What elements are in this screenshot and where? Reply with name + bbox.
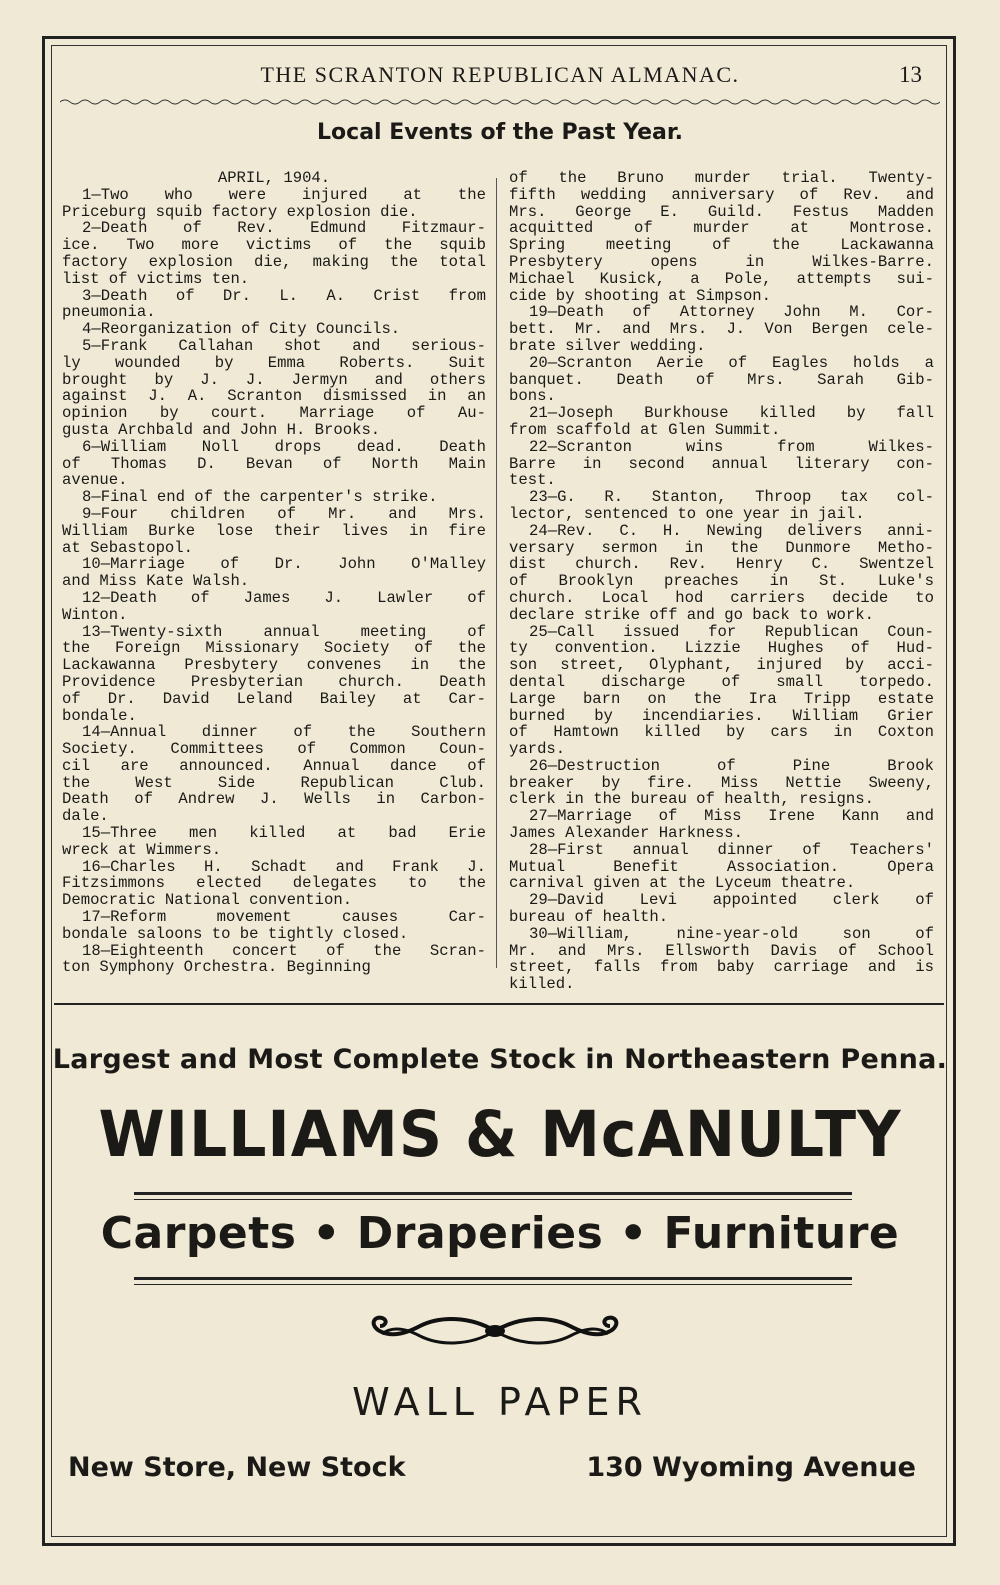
event-line: lector, sentenced to one year in jail. bbox=[509, 505, 865, 523]
event-line: Spring meeting of the Lackawanna bbox=[509, 237, 934, 254]
event-line: killed. bbox=[509, 976, 575, 994]
event-line: wreck at Wimmers. bbox=[62, 841, 222, 859]
event-line: of Hamtown killed by cars in Coxton bbox=[509, 724, 934, 742]
event-line: gusta Archbald and John H. Brooks. bbox=[62, 421, 381, 439]
event-line: 24—Rev. C. H. Newing delivers anni- bbox=[529, 522, 934, 540]
event-line: ty convention. Lizzie Hughes of Hud- bbox=[509, 640, 934, 658]
page-number: 13 bbox=[899, 62, 922, 87]
event-line: street, falls from baby carriage and is bbox=[509, 959, 934, 977]
event-line: 28—First annual dinner of Teachers' bbox=[529, 841, 934, 859]
event-line: carnival given at the Lyceum theatre. bbox=[509, 875, 856, 893]
ad-rule-upper bbox=[134, 1192, 852, 1200]
event-line: bondale. bbox=[62, 707, 137, 725]
event-line: 12—Death of James J. Lawler of bbox=[82, 589, 486, 607]
event-line: of Thomas D. Bevan of North Main bbox=[62, 455, 486, 473]
event-line: 26—Destruction of Pine Brook bbox=[529, 757, 934, 775]
event-line: bondale saloons to be tightly closed. bbox=[62, 925, 409, 943]
event-line: Mutual Benefit Association. Opera bbox=[509, 858, 934, 876]
event-line: 6—William Noll drops dead. Death bbox=[82, 438, 486, 456]
month-heading: APRIL, 1904. bbox=[217, 170, 331, 187]
event-line: bons. bbox=[509, 388, 556, 406]
event-line: Democratic National convention. bbox=[62, 892, 353, 910]
event-line: son street, Olyphant, injured by acci- bbox=[509, 657, 934, 674]
event-line: 19—Death of Attorney John M. Cor- bbox=[529, 304, 934, 322]
event-line: and Miss Kate Walsh. bbox=[62, 573, 250, 590]
event-line: of the Bruno murder trial. Twenty- bbox=[509, 170, 934, 187]
scroll-flourish-icon bbox=[360, 1314, 630, 1348]
header-wavy-rule bbox=[60, 98, 940, 106]
ad-rule-lower bbox=[134, 1277, 852, 1285]
event-line: bureau of health. bbox=[509, 909, 669, 926]
column-divider bbox=[496, 178, 497, 968]
event-line: 23—G. R. Stanton, Throop tax col- bbox=[529, 489, 934, 506]
event-line: Mr. and Mrs. Ellsworth Davis of School bbox=[509, 942, 934, 960]
event-line: Death of Andrew J. Wells in Carbon- bbox=[62, 791, 486, 809]
event-line: dist church. Rev. Henry C. Swentzel bbox=[509, 556, 934, 574]
event-line: versary sermon in the Dunmore Metho- bbox=[509, 539, 934, 557]
event-line: 8—Final end of the carpenter's strike. bbox=[82, 489, 438, 506]
section-title: Local Events of the Past Year. bbox=[317, 120, 683, 145]
event-line: list of victims ten. bbox=[62, 270, 250, 288]
event-line: 17—Reform movement causes Car- bbox=[82, 909, 486, 926]
event-line: church. Local hod carriers decide to bbox=[509, 589, 934, 607]
event-line: 18—Eighteenth concert of the Scran- bbox=[82, 942, 486, 960]
event-line: cide by shooting at Simpson. bbox=[509, 287, 772, 305]
event-line: 14—Annual dinner of the Southern bbox=[82, 724, 486, 742]
event-line: dental discharge of small torpedo. bbox=[509, 673, 934, 691]
event-line: opinion by court. Marriage of Au- bbox=[62, 405, 486, 422]
event-line: William Burke lose their lives in fire bbox=[62, 522, 486, 540]
event-line: ton Symphony Orchestra. Beginning bbox=[62, 959, 371, 977]
event-line: test. bbox=[509, 472, 556, 490]
event-line: 22—Scranton wins from Wilkes- bbox=[529, 438, 934, 456]
running-header bbox=[60, 60, 940, 94]
event-line: clerk in the bureau of health, resigns. bbox=[509, 791, 874, 809]
event-line: 2—Death of Rev. Edmund Fitzmaur- bbox=[82, 220, 486, 238]
event-line: at Sebastopol. bbox=[62, 539, 194, 557]
event-line: 29—David Levi appointed clerk of bbox=[529, 892, 934, 910]
event-line: 9—Four children of Mr. and Mrs. bbox=[82, 505, 486, 523]
event-line: of Dr. David Leland Bailey at Car- bbox=[62, 690, 486, 708]
event-line: the Foreign Missionary Society of the bbox=[62, 640, 486, 658]
event-line: from scaffold at Glen Summit. bbox=[509, 421, 781, 439]
event-line: 16—Charles H. Schadt and Frank J. bbox=[82, 858, 486, 876]
event-line: 3—Death of Dr. L. A. Crist from bbox=[82, 287, 486, 305]
event-line: cil are announced. Annual dance of bbox=[62, 757, 486, 775]
event-line: declare strike off and go back to work. bbox=[509, 606, 874, 624]
event-line: ice. Two more victims of the squib bbox=[62, 237, 486, 254]
event-line: James Alexander Harkness. bbox=[509, 825, 743, 842]
events-left-column bbox=[62, 170, 486, 976]
ad-wallpaper: WALL PAPER bbox=[352, 1380, 648, 1424]
event-line: Large barn on the Ira Tripp estate bbox=[509, 690, 934, 708]
event-line: Society. Committees of Common Coun- bbox=[62, 741, 486, 758]
event-line: 20—Scranton Aerie of Eagles holds a bbox=[529, 354, 934, 372]
event-line: brought by J. J. Jermyn and others bbox=[62, 371, 486, 389]
event-line: yards. bbox=[509, 741, 566, 758]
event-line: 1—Two who were injured at the bbox=[82, 186, 486, 204]
event-line: breaker by fire. Miss Nettie Sweeny, bbox=[509, 774, 934, 792]
event-line: brate silver wedding. bbox=[509, 337, 706, 355]
event-line: Priceburg squib factory explosion die. bbox=[62, 203, 418, 221]
event-line: 25—Call issued for Republican Coun- bbox=[529, 623, 934, 641]
event-line: Michael Kusick, a Pole, attempts sui- bbox=[509, 270, 934, 288]
event-line: of Brooklyn preaches in St. Luke's bbox=[509, 573, 934, 590]
ad-footer-left: New Store, New Stock bbox=[68, 1452, 406, 1483]
event-line: 4—Reorganization of City Councils. bbox=[82, 321, 401, 338]
event-line: 5—Frank Callahan shot and serious- bbox=[82, 337, 486, 355]
event-line: Providence Presbyterian church. Death bbox=[62, 673, 486, 691]
event-line: burned by incendiaries. William Grier bbox=[509, 707, 934, 725]
event-line: Fitzsimmons elected delegates to the bbox=[62, 875, 486, 893]
event-line: avenue. bbox=[62, 472, 128, 490]
event-line: 10—Marriage of Dr. John O'Malley bbox=[82, 556, 486, 574]
event-line: bett. Mr. and Mrs. J. Von Bergen cele- bbox=[509, 321, 934, 338]
left-column-lines bbox=[62, 187, 486, 976]
event-line: 13—Twenty-sixth annual meeting of bbox=[82, 623, 486, 641]
event-line: banquet. Death of Mrs. Sarah Gib- bbox=[509, 371, 934, 389]
events-right-column bbox=[509, 170, 934, 993]
event-line: 30—William, nine-year-old son of bbox=[529, 925, 934, 943]
event-line: dale. bbox=[62, 808, 109, 826]
ad-footer-address: 130 Wyoming Avenue bbox=[586, 1452, 916, 1483]
event-line: Lackawanna Presbytery convenes in the bbox=[62, 657, 486, 674]
event-line: Presbytery opens in Wilkes-Barre. bbox=[509, 253, 934, 271]
ad-company-name: WILLIAMS & McANULTY bbox=[98, 1098, 902, 1172]
event-line: against J. A. Scranton dismissed in an bbox=[62, 388, 486, 406]
event-line: 15—Three men killed at bad Erie bbox=[82, 825, 486, 842]
event-line: fifth wedding anniversary of Rev. and bbox=[509, 186, 934, 204]
event-line: Barre in second annual literary con- bbox=[509, 455, 934, 473]
event-line: 27—Marriage of Miss Irene Kann and bbox=[529, 808, 934, 826]
event-line: Winton. bbox=[62, 606, 128, 624]
event-line: ly wounded by Emma Roberts. Suit bbox=[62, 354, 486, 372]
ad-tagline: Largest and Most Complete Stock in Northeastern Penna. bbox=[52, 1044, 948, 1075]
event-line: the West Side Republican Club. bbox=[62, 774, 486, 792]
event-line: 21—Joseph Burkhouse killed by fall bbox=[529, 405, 934, 422]
ad-products: Carpets • Draperies • Furniture bbox=[100, 1208, 900, 1259]
ad-top-rule bbox=[54, 1003, 944, 1005]
almanac-title: THE SCRANTON REPUBLICAN ALMANAC. bbox=[260, 62, 740, 87]
event-line: Mrs. George E. Guild. Festus Madden bbox=[509, 203, 934, 221]
event-line: pneumonia. bbox=[62, 304, 156, 322]
right-column-lines bbox=[509, 170, 934, 993]
event-line: factory explosion die, making the total bbox=[62, 253, 486, 271]
event-line: acquitted of murder at Montrose. bbox=[509, 220, 934, 238]
